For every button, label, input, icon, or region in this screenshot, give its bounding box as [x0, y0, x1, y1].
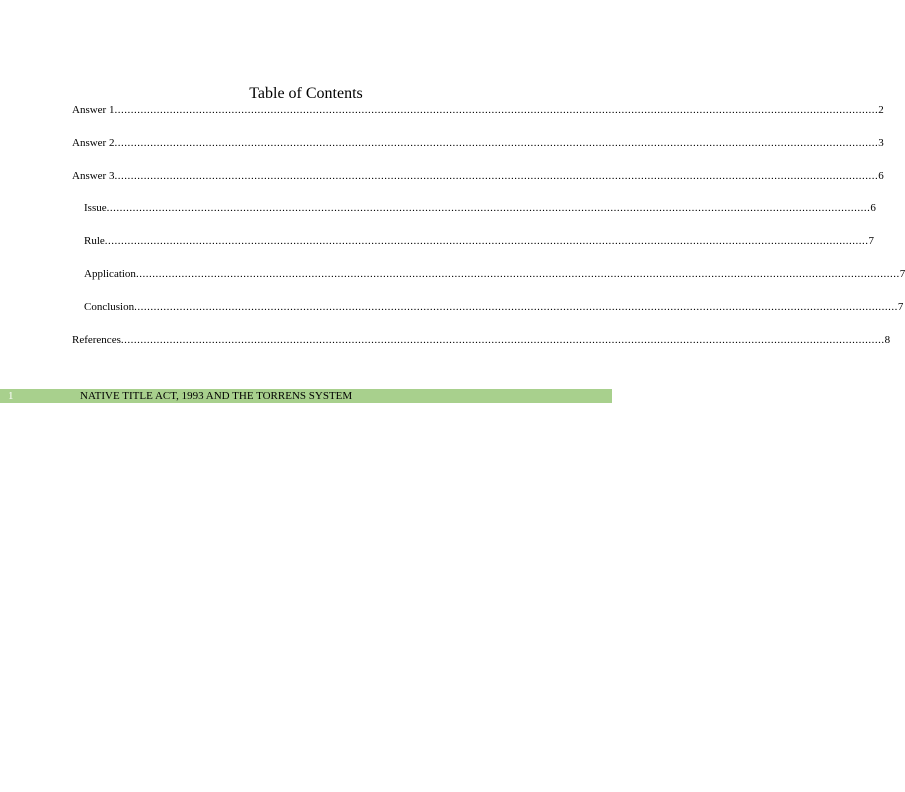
toc-entry-label: Answer 3 [72, 169, 115, 182]
toc-entry-answer-2[interactable] [72, 135, 884, 168]
line-number: 1 [8, 390, 14, 402]
toc-leader-dots: ........................................................................................................................................................................................................................................... [134, 300, 898, 313]
table-of-contents [72, 102, 905, 364]
toc-entry-label: Answer 1 [72, 104, 115, 116]
toc-leader-dots: ........................................................................................................................................................................................................................................... [114, 169, 879, 182]
toc-entry-conclusion[interactable] [72, 299, 904, 332]
running-head-title: NATIVE TITLE ACT, 1993 AND THE TORRENS SYSTEM [80, 390, 353, 402]
toc-leader-dots: ........................................................................................................................................................................................................................................... [135, 267, 900, 280]
toc-entry-label: References [72, 333, 121, 346]
toc-entry-page-number: 7 [899, 267, 905, 280]
toc-leader-dots: ........................................................................................................................................................................................................................................... [114, 104, 879, 116]
toc-entry-label: Rule [84, 235, 105, 248]
toc-entry-application[interactable] [72, 266, 905, 299]
toc-entry-label: Issue [84, 202, 107, 215]
toc-entry-rule[interactable] [72, 233, 875, 266]
toc-entry-page-number: 6 [878, 169, 884, 182]
toc-entry-page-number: 3 [878, 136, 884, 149]
toc-entry-page-number: 7 [868, 235, 875, 248]
toc-leader-dots: ........................................................................................................................................................................................................................................... [104, 235, 869, 248]
toc-entry-answer-1[interactable] [72, 102, 884, 135]
toc-entry-page-number: 2 [878, 104, 884, 116]
toc-entry-label: Application [84, 267, 136, 280]
toc-entry-references[interactable] [72, 332, 891, 365]
toc-entry-label: Answer 2 [72, 136, 115, 149]
toc-entry-answer-3[interactable] [72, 168, 884, 201]
toc-entry-page-number: 8 [884, 333, 891, 346]
toc-title: Table of Contents [249, 85, 363, 102]
toc-leader-dots: ........................................................................................................................................................................................................................................... [120, 333, 885, 346]
toc-entry-label: Conclusion [84, 300, 135, 313]
toc-entry-page-number: 7 [897, 300, 904, 313]
running-header-band [0, 389, 612, 403]
toc-leader-dots: ........................................................................................................................................................................................................................................... [114, 136, 879, 149]
toc-entry-page-number: 6 [870, 202, 876, 215]
toc-entry-issue[interactable] [72, 200, 876, 233]
toc-leader-dots: ........................................................................................................................................................................................................................................... [106, 202, 871, 215]
